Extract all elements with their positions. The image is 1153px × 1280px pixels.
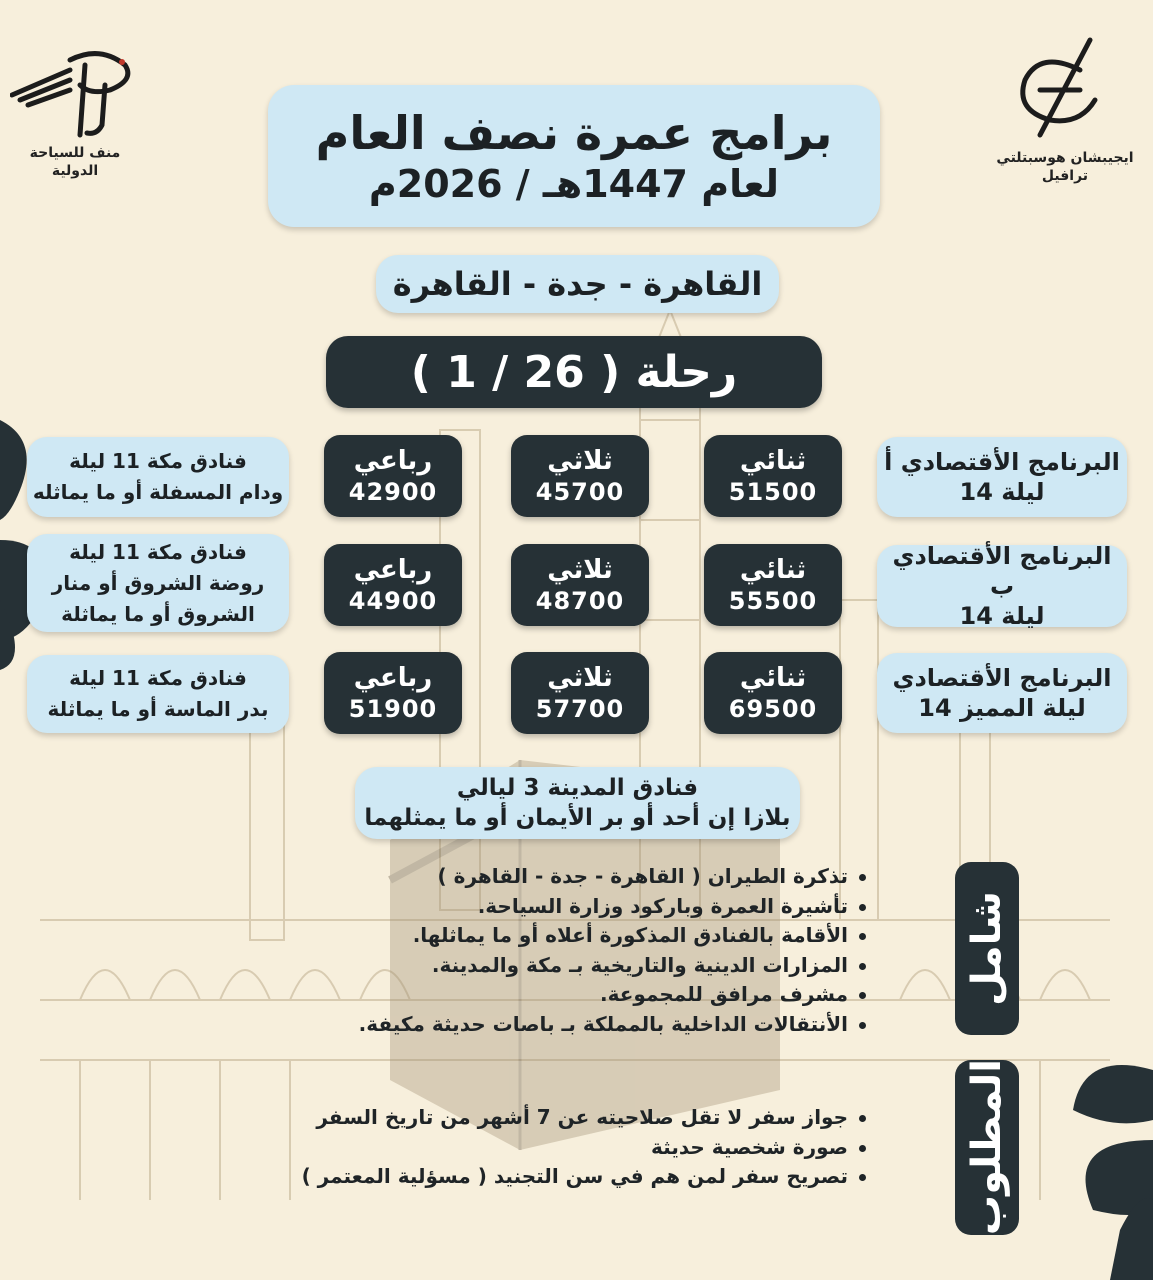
- madina-title: فنادق المدينة 3 ليالي: [456, 775, 699, 801]
- list-item: تأشيرة العمرة وباركود وزارة السياحة.: [300, 892, 870, 922]
- trip-badge: [326, 336, 822, 408]
- program-nights: 14 ليلة: [959, 478, 1045, 506]
- price-double: [704, 435, 842, 517]
- page-title-box: [268, 85, 880, 227]
- hotel-line: روضة الشروق أو منار: [51, 570, 265, 595]
- program-name: [877, 437, 1127, 517]
- swirl-logo-icon: [980, 35, 1150, 145]
- price-value: 55500: [728, 587, 818, 615]
- logo-right-line1: ايجيبشان هوسبتلتي: [996, 150, 1134, 166]
- price-label: رباعي: [353, 663, 433, 693]
- list-item: تذكرة الطيران ( القاهرة - جدة - القاهرة ): [300, 862, 870, 892]
- hotel-line: الشروق أو ما يماثلة: [61, 601, 255, 626]
- list-item: صورة شخصية حديثة: [280, 1133, 870, 1163]
- program-title: البرنامج الأقتصادي أ: [884, 448, 1120, 476]
- logo-left: [10, 40, 140, 190]
- page-subtitle: لعام 1447هـ / 2026م: [368, 162, 780, 206]
- price-triple: [511, 435, 649, 517]
- route-text: القاهرة - جدة - القاهرة: [392, 265, 763, 303]
- price-label: ثنائي: [739, 555, 807, 585]
- hotel-line: فنادق مكة 11 ليلة: [69, 449, 247, 473]
- list-item: الأقامة بالفنادق المذكورة أعلاه أو ما يماثلها.: [300, 921, 870, 951]
- list-item: المزارات الدينية والتاريخية بـ مكة والمدينة.: [300, 951, 870, 981]
- price-quad: [324, 435, 462, 517]
- program-name: [877, 542, 1127, 630]
- price-label: ثلاثي: [547, 663, 613, 693]
- bird-logo-icon: [10, 40, 140, 140]
- price-triple: [511, 652, 649, 734]
- program-nights: 14 ليلة المميز: [918, 694, 1086, 722]
- hotel-line: فنادق مكة 11 ليلة: [69, 666, 247, 690]
- list-item: مشرف مرافق للمجموعة.: [300, 980, 870, 1010]
- requirements-tab-label: المطلوب: [964, 1059, 1010, 1236]
- price-label: رباعي: [353, 555, 433, 585]
- price-label: ثلاثي: [547, 555, 613, 585]
- includes-list: [300, 862, 870, 1042]
- program-title: البرنامج الأقتصادي: [892, 664, 1112, 692]
- price-value: 45700: [535, 478, 625, 506]
- logo-right-line2: ترافيل: [1041, 168, 1089, 184]
- hotel-line: بدر الماسة أو ما يماثلة: [47, 697, 269, 721]
- price-value: 57700: [535, 695, 625, 723]
- price-value: 51900: [348, 695, 438, 723]
- price-quad: [324, 544, 462, 626]
- hotel-line: ودام المسفلة أو ما يماثله: [32, 480, 284, 504]
- logo-left-line1: منف للسياحة: [29, 145, 121, 161]
- price-value: 69500: [728, 695, 818, 723]
- requirements-tab: [955, 1060, 1019, 1235]
- includes-tab-label: شامل: [964, 891, 1010, 1006]
- requirements-list: [280, 1103, 870, 1203]
- price-triple: [511, 544, 649, 626]
- price-label: ثلاثي: [547, 446, 613, 476]
- logo-right: [980, 35, 1150, 195]
- price-label: ثنائي: [739, 446, 807, 476]
- logo-left-line2: الدولية: [51, 163, 99, 179]
- price-quad: [324, 652, 462, 734]
- price-value: 51500: [728, 478, 818, 506]
- hotel-info: [27, 437, 289, 517]
- page-title: برامج عمرة نصف العام: [315, 106, 833, 160]
- route-badge: [376, 255, 779, 313]
- includes-tab: [955, 862, 1019, 1035]
- hotel-info: [27, 534, 289, 632]
- price-label: رباعي: [353, 446, 433, 476]
- program-title: البرنامج الأقتصادي ب: [892, 542, 1112, 600]
- price-double: [704, 544, 842, 626]
- price-double: [704, 652, 842, 734]
- program-name: [877, 653, 1127, 733]
- program-nights: 14 ليلة: [959, 602, 1045, 630]
- price-value: 48700: [535, 587, 625, 615]
- price-value: 42900: [348, 478, 438, 506]
- list-item: جواز سفر لا تقل صلاحيته عن 7 أشهر من تاريخ السفر: [280, 1103, 870, 1133]
- madina-hotels: بلازا إن أحد أو بر الأيمان أو ما يمثلهما: [364, 805, 791, 831]
- price-value: 44900: [348, 587, 438, 615]
- hotel-info: [27, 655, 289, 733]
- price-label: ثنائي: [739, 663, 807, 693]
- list-item: الأنتقالات الداخلية بالمملكة بـ باصات حديثة مكيفة.: [300, 1010, 870, 1040]
- madina-hotels-box: [355, 767, 800, 839]
- trip-text: رحلة ( 26 / 1 ): [410, 346, 738, 398]
- hotel-line: فنادق مكة 11 ليلة: [69, 539, 247, 564]
- list-item: تصريح سفر لمن هم في سن التجنيد ( مسؤلية المعتمر ): [280, 1162, 870, 1192]
